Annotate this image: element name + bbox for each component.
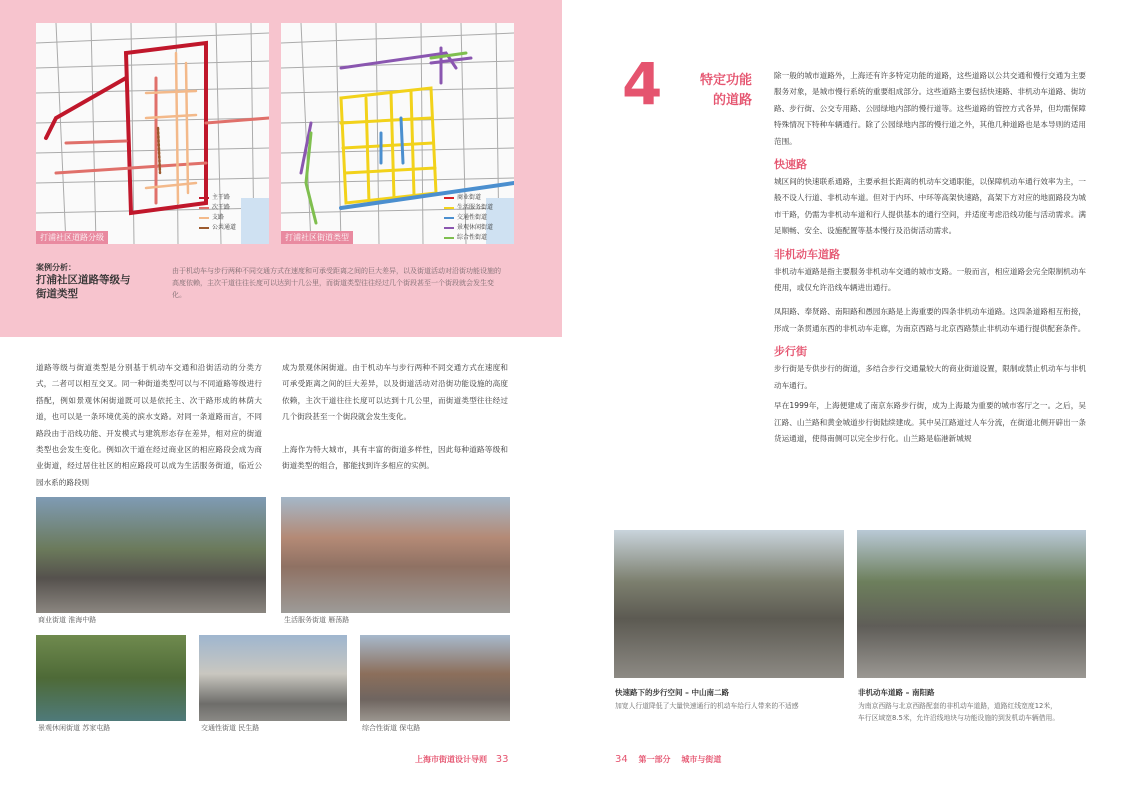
legend-label: 景观休闲街道 [457,224,494,231]
legend-item [199,193,265,203]
photo2-description [858,700,1088,724]
case-label: 案例分析： [36,263,76,272]
photo-commercial-street [36,497,266,613]
road-grade-map [36,23,269,244]
map1-caption: 打浦社区道路分级 [36,231,108,244]
photo-caption: 综合性街道 保屯路 [362,724,421,732]
legend-label: 生活服务街道 [457,204,494,211]
legend-item [444,233,512,243]
legend-label: 主干路 [212,194,231,201]
heading-nonmotor: 非机动车道路 [774,247,840,261]
chapter-title [680,71,752,111]
legend-label: 商业街道 [457,194,482,201]
left-footer [415,754,509,765]
legend-swatch [444,217,454,219]
footer-page-number: 34 [615,754,628,765]
photo-caption: 景观休闲街道 苏家屯路 [38,724,111,732]
chapter-title-line1: 特定功能 [699,73,752,88]
street-type-map [281,23,514,244]
legend-swatch [199,207,209,209]
legend-swatch [444,227,454,229]
body-column-2 [282,360,508,474]
legend-label: 次干路 [212,204,231,211]
paragraph-nonmotor-2: 凤阳路、奉贤路、南阳路和愚园东路是上海重要的四条非机动车道路。这四条道路相互衔接，形成一条贯通东西的非机动车走廊，为南京西路与北京西路禁止非机动车通行提供配套条件。 [774,307,1086,333]
photo-nonmotor-road [857,530,1086,678]
legend-swatch [444,237,454,239]
case-title-line2: 街道类型 [36,288,78,300]
photo-mixed-street [360,635,510,721]
legend-swatch [199,217,209,219]
photo-expressway-walkway [614,530,844,678]
map2-caption: 打浦社区街道类型 [281,231,353,244]
legend-item [444,193,512,203]
photo2-description-line2: 车行区域宽8.5米，允许沿线地块与功能设施的到发机动车辆借用。 [858,714,1060,722]
legend-label: 交通性街道 [457,214,488,221]
legend-item [444,203,512,213]
photo-caption: 交通性街道 民生路 [201,724,260,732]
photo2-description-line1: 为南京西路与北京西路配套的非机动车道路，道路红线宽度12米， [858,702,1057,710]
legend-swatch [199,227,209,229]
legend-label: 公共通道 [212,224,237,231]
photo-service-street [281,497,510,613]
chapter-title-line2: 的道路 [712,93,752,108]
legend-label: 综合性街道 [457,234,488,241]
legend-item [444,223,512,233]
body-column-1: 道路等级与街道类型是分别基于机动车交通和沿街活动的分类方式，二者可以相互交叉。同一种街道类型可以与不同道路等级进行搭配，例如景观休闲街道既可以是依托主、次干路形成的林荫大道，也可以是一条环境优美的滨水支路。对同一条道路而言，不同路段由于沿线功能、开发模式与建筑形态存在差异，相对应的街道类型也会发生变化。例如次干道在经过商业区的相应路段会成为商业街道，经过居住社区的相应路段可以成为生活服务街道，临近公园水系的路段则 [36,363,262,487]
heading-pedestrian: 步行街 [774,345,807,359]
right-text-column [774,68,1086,447]
legend-item [444,213,512,223]
photo-caption: 商业街道 淮海中路 [38,616,97,624]
map1-legend [199,193,265,233]
paragraph-nonmotor-1: 非机动车道路是指主要服务非机动车交通的城市支路。一般而言，相应道路会完全限制机动车使用，或仅允许沿线车辆进出通行。 [774,266,1086,293]
intro-paragraph: 除一般的城市道路外，上海还有许多特定功能的道路，这些道路以公共交通和慢行交通为主要服务对象，是城市慢行系统的重要组成部分。这些道路主要包括快速路、非机动车道路、街坊路、步行街、公交专用路、公园绿地内部的慢行道等。这些道路的管控方式各异，但均需保障特殊情况下特种车辆通行。除了公园绿地内部的慢行道之外，其他几种道路也是本导则的适用范围。 [774,71,1086,146]
case-title-line1: 打浦社区道路等级与 [36,274,131,286]
case-text: 由于机动车与步行两种不同交通方式在速度和可承受距离之间的巨大差异，以及街道活动对沿街功能设施的高度依赖，主次干道往往长度可以达到十几公里，而街道类型往往经过几个街段甚至一个街段就会发生变化。 [172,267,501,299]
heading-expressway: 快速路 [774,158,807,172]
footer-section-title: 城市与街道 [681,755,722,764]
photo1-title: 快速路下的步行空间 – 中山南二路 [615,688,729,697]
legend-item [199,213,265,223]
footer-book-title: 上海市街道设计导则 [415,755,487,764]
photo-traffic-street [199,635,347,721]
legend-item [199,203,265,213]
paragraph-pedestrian-2: 早在1999年，上海便建成了南京东路步行街，成为上海最为重要的城市客厅之一。之后，吴江路、山兰路和黄金城道步行街陆续建成。其中吴江路道过人车分流，在街道北侧开辟出一条货运通道，使得南侧可以完全步行化。山兰路是临港新城规 [774,401,1086,443]
legend-swatch [444,207,454,209]
legend-swatch [199,197,209,199]
photo-caption: 生活服务街道 雁荡路 [284,616,350,624]
legend-label: 支路 [212,214,225,221]
case-heading [36,262,156,301]
footer-page-number: 33 [495,754,509,765]
photo-landscape-street [36,635,186,721]
map2-legend [444,193,512,243]
body-paragraph: 成为景观休闲街道。由于机动车与步行两种不同交通方式在速度和可承受距离之间的巨大差异，以及街道活动对沿街功能设施的高度依赖，主次干道往往长度可以达到十几公里，而街道类型往往经过几个街段甚至一个街段就会发生变化。 [282,363,508,422]
footer-part: 第一部分 [638,755,671,764]
body-paragraph: 上海作为特大城市，具有丰富的街道多样性，因此每种道路等级和街道类型的组合，都能找到许多相应的实例。 [282,444,508,471]
chapter-number: 4 [622,50,663,118]
legend-item [199,223,265,233]
photo2-title: 非机动车道路 – 南阳路 [858,688,935,697]
paragraph-expressway: 城区间的快速联系通路，主要承担长距离的机动车交通职能，以保障机动车通行效率为主，一般不设人行道、非机动车道。但对于内环、中环等高架快速路，高架下方对应的地面路段为城市干路，仍需为非机动车道和行人提供基本的通行空间，并适度考虑沿线功能与活动需求。满足顺畅、安全、设施配置等基本慢行及沿街活动需求。 [774,177,1086,236]
paragraph-pedestrian-1: 步行街是专供步行的街道，多结合步行交通量较大的商业街道设置，限制或禁止机动车与非机动车通行。 [774,364,1086,390]
photo1-description: 加宽人行道降低了大量快速通行的机动车给行人带来的不适感 [615,702,799,710]
right-footer [615,754,721,765]
legend-swatch [444,197,454,199]
